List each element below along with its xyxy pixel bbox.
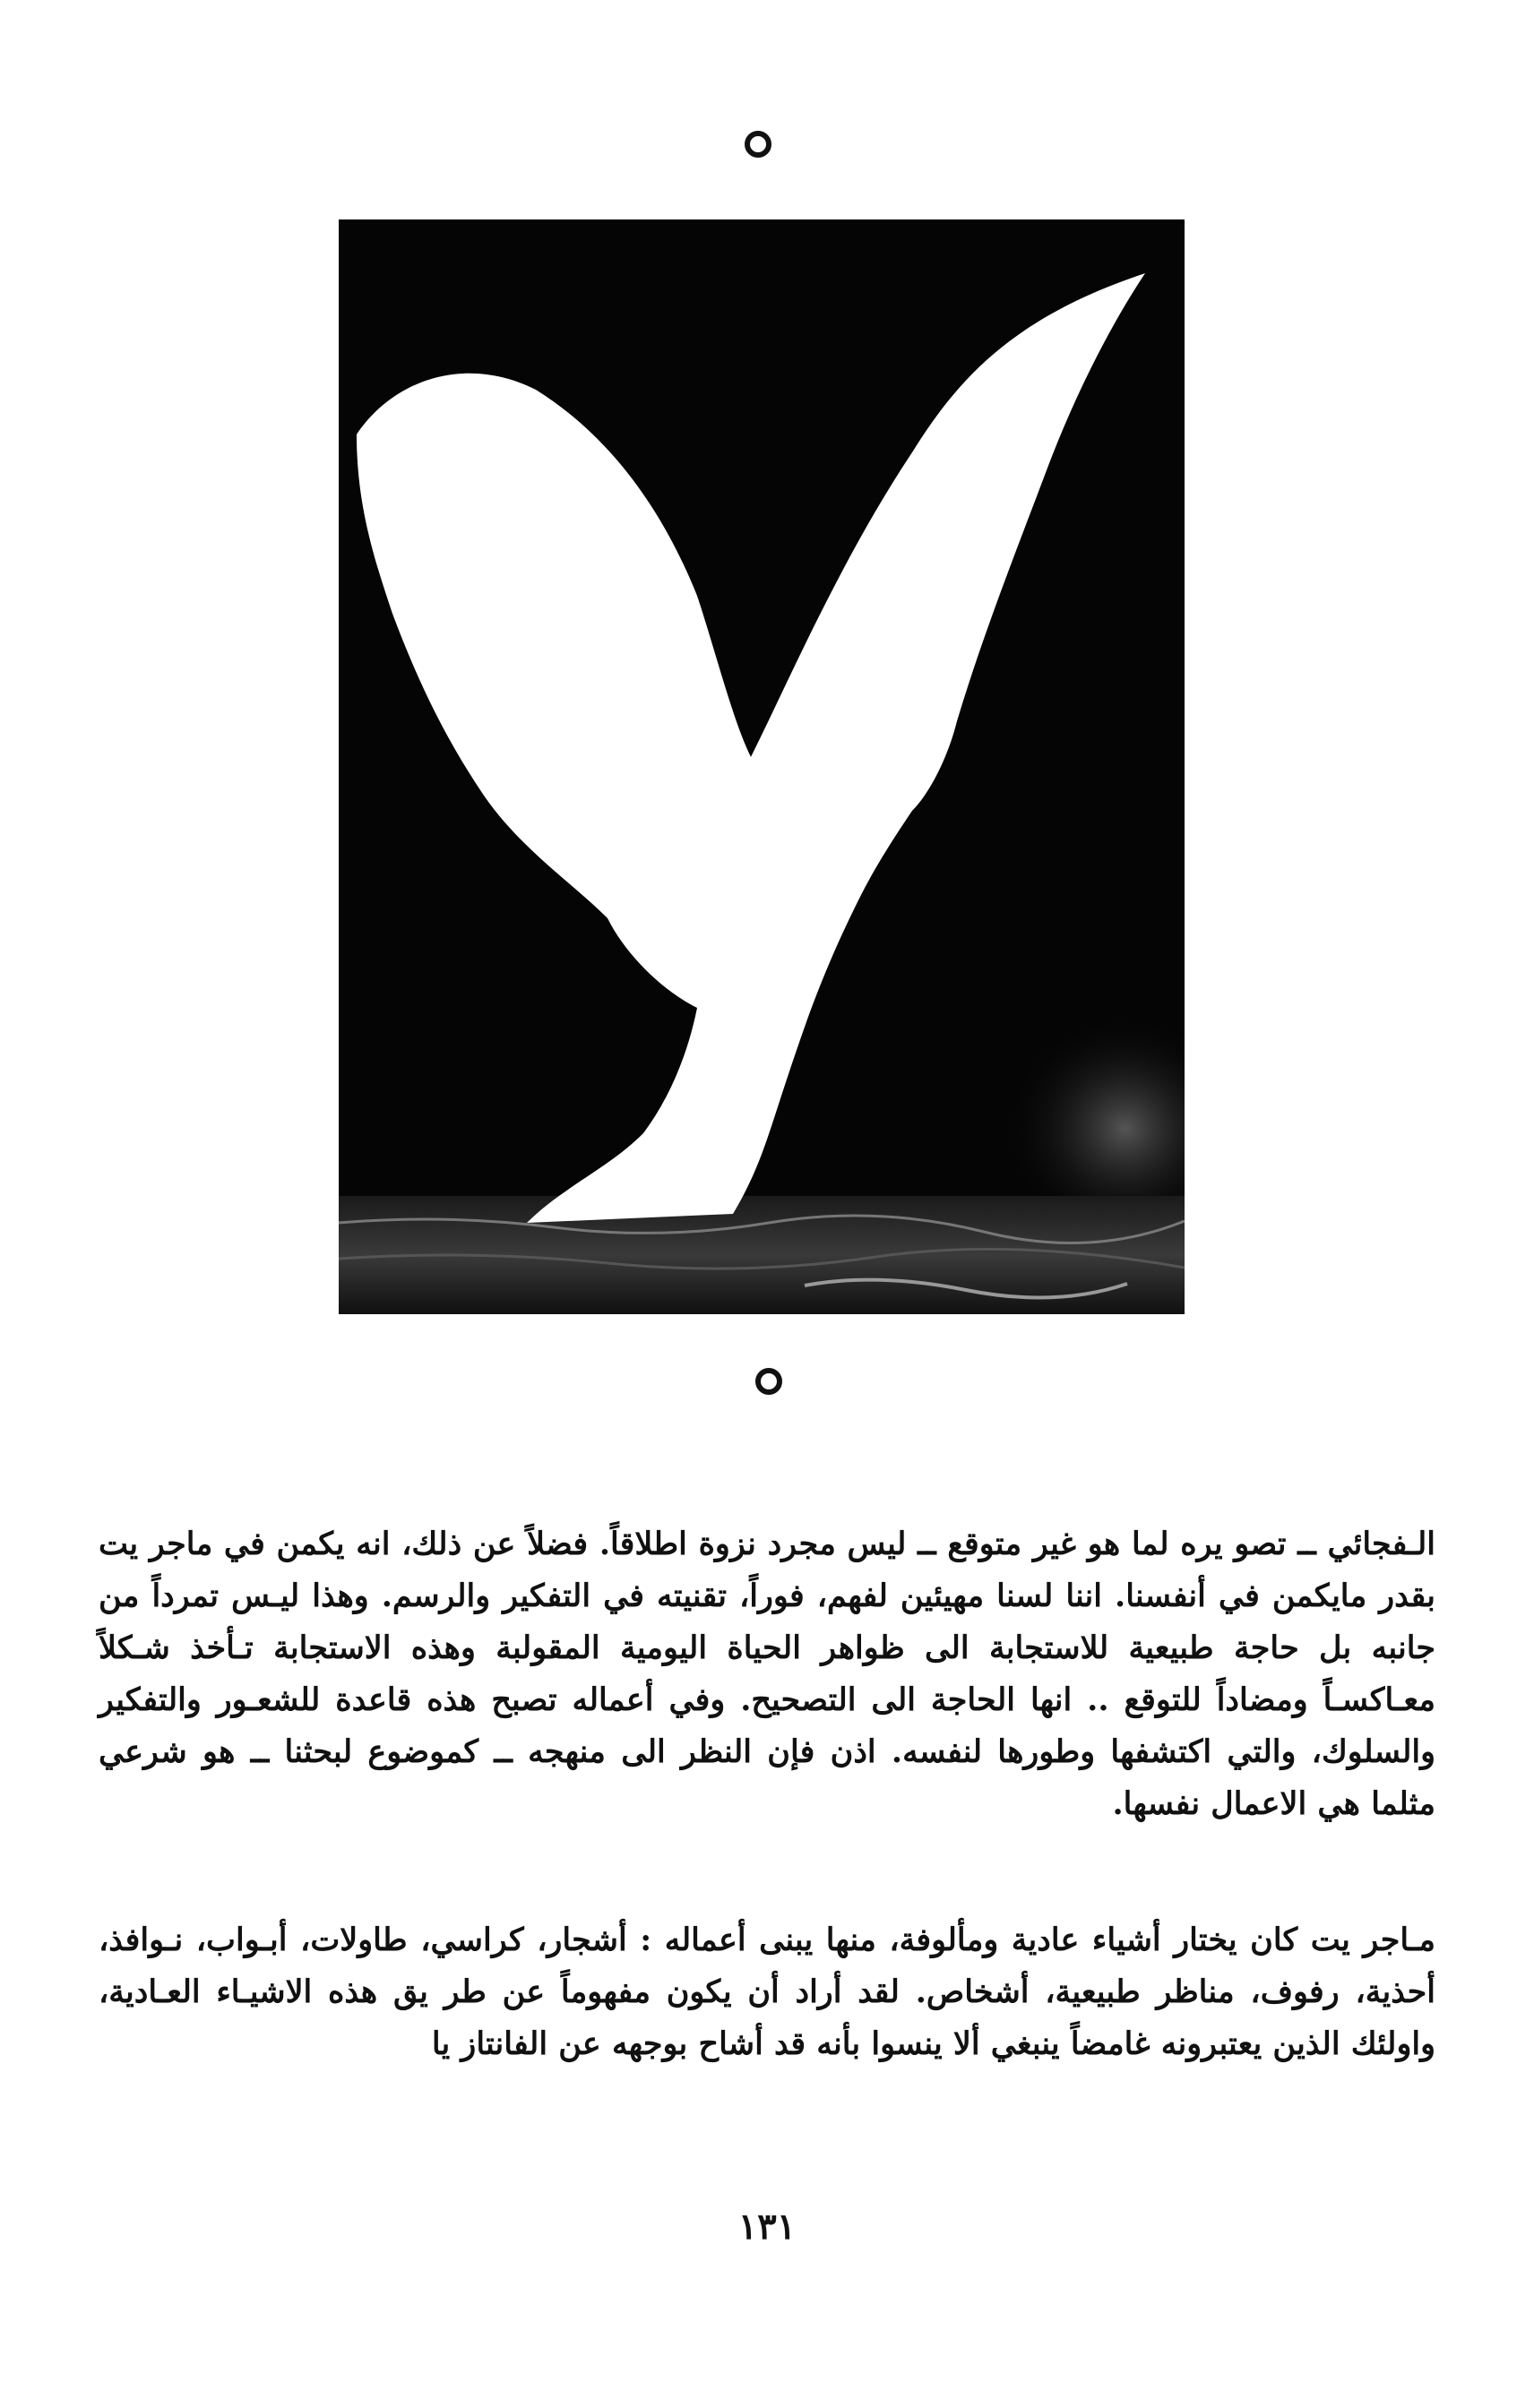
paragraph-text: مـاجر يت كان يختار أشياء عادية ومألوفة، منها يبنى أعماله : أشجار، كراسي، طاولات، أبـواب، نـوافذ، أحذية، رفوف، مناظر طبيعية، أشخاص. لقد أراد أن يكون مفهوماً عن طر يق هذه الاشيـاء العـادية، واولئك الذين يعتبرونه غامضاً ينبغي ألا ينسوا بأنه قد أشاح بوجهه عن الفانتاز يا [99, 1922, 1435, 2062]
paragraph-text: الـفجائي ــ تصو يره لما هو غير متوقع ــ ليس مجرد نزوة اطلاقاً. فضلاً عن ذلك، انه يكمن في ماجر يت بقدر مايكمن في أنفسنا. اننا لسنا مهيئين لفهم، فوراً، تقنيته في التفكير والرسم. وهذا ليـس تمرداً من جانبه بل حاجة طبيعية للاستجابة الى ظواهر الحياة اليومية المقولبة وهذه الاستجابة تـأخذ شـكلاً معـاكسـاً ومضاداً للتوقع .. انها الحاجة الى التصحيح. وفي أعماله تصبح هذه قاعدة للشعـور والتفكير والسلوك، والتي اكتشفها وطورها لنفسه. اذن فإن النظر الى منهجه ــ كموضوع لبحثنا ــ هو شرعي مثلما هي الاعمال نفسها. [99, 1526, 1435, 1822]
text-paragraph-2 [99, 1914, 1435, 2070]
page-number: ١٣١ [737, 2206, 797, 2248]
top-ornament-circle [745, 131, 771, 158]
dove-figure [339, 219, 1185, 1314]
dove-silhouette-icon [339, 219, 1185, 1314]
text-paragraph-1 [99, 1518, 1435, 1830]
bottom-ornament-circle [755, 1368, 782, 1395]
